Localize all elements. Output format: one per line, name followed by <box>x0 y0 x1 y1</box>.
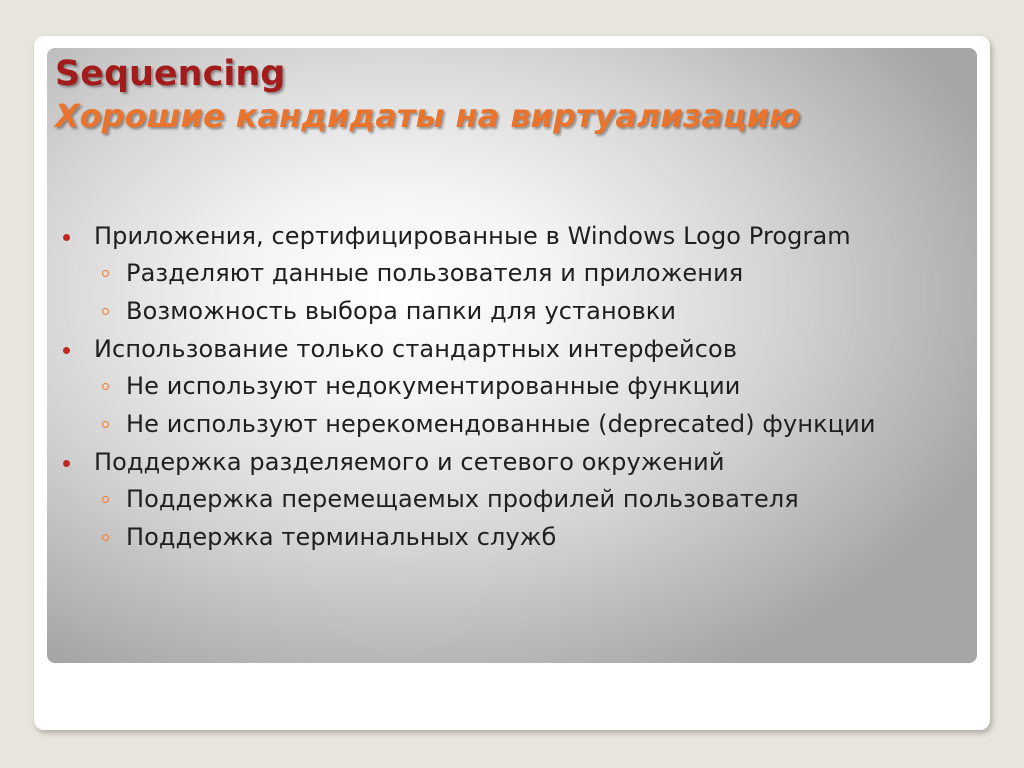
sub-bullet-item <box>94 369 982 403</box>
sub-bullet-text: Поддержка перемещаемых профилей пользователя <box>126 485 799 513</box>
sub-bullet-list <box>94 256 982 328</box>
sub-bullet-item <box>94 407 982 441</box>
sub-bullet-text: Поддержка терминальных служб <box>126 523 557 551</box>
sub-bullet-item <box>94 482 982 516</box>
bullet-list <box>62 216 982 558</box>
sub-bullet-text: Не используют нерекомендованные (deprecated) функции <box>126 410 876 438</box>
slide-title-block <box>55 52 800 136</box>
bullet-dot-icon <box>63 460 70 467</box>
ring-bullet-icon <box>102 383 109 390</box>
sub-bullet-text: Не используют недокументированные функции <box>126 372 741 400</box>
bullet-item <box>62 445 982 554</box>
ring-bullet-icon <box>102 534 109 541</box>
bullet-dot-icon <box>63 234 70 241</box>
ring-bullet-icon <box>102 421 109 428</box>
sub-bullet-item <box>94 256 982 290</box>
ring-bullet-icon <box>102 308 109 315</box>
bullet-dot-icon <box>63 347 70 354</box>
sub-bullet-list <box>94 369 982 441</box>
slide-title: Sequencing <box>55 54 286 94</box>
slide-subtitle: Хорошие кандидаты на виртуализацию <box>55 97 801 135</box>
sub-bullet-text: Возможность выбора папки для установки <box>126 297 677 325</box>
sub-bullet-item <box>94 294 982 328</box>
ring-bullet-icon <box>102 270 109 277</box>
bullet-text: Использование только стандартных интерфейсов <box>94 335 738 363</box>
sub-bullet-item <box>94 520 982 554</box>
bullet-item <box>62 332 982 441</box>
bullet-text: Приложения, сертифицированные в Windows Logo Program <box>94 222 851 250</box>
sub-bullet-text: Разделяют данные пользователя и приложения <box>126 259 744 287</box>
bullet-text: Поддержка разделяемого и сетевого окружений <box>94 448 725 476</box>
bullet-item <box>62 219 982 328</box>
sub-bullet-list <box>94 482 982 554</box>
ring-bullet-icon <box>102 496 109 503</box>
